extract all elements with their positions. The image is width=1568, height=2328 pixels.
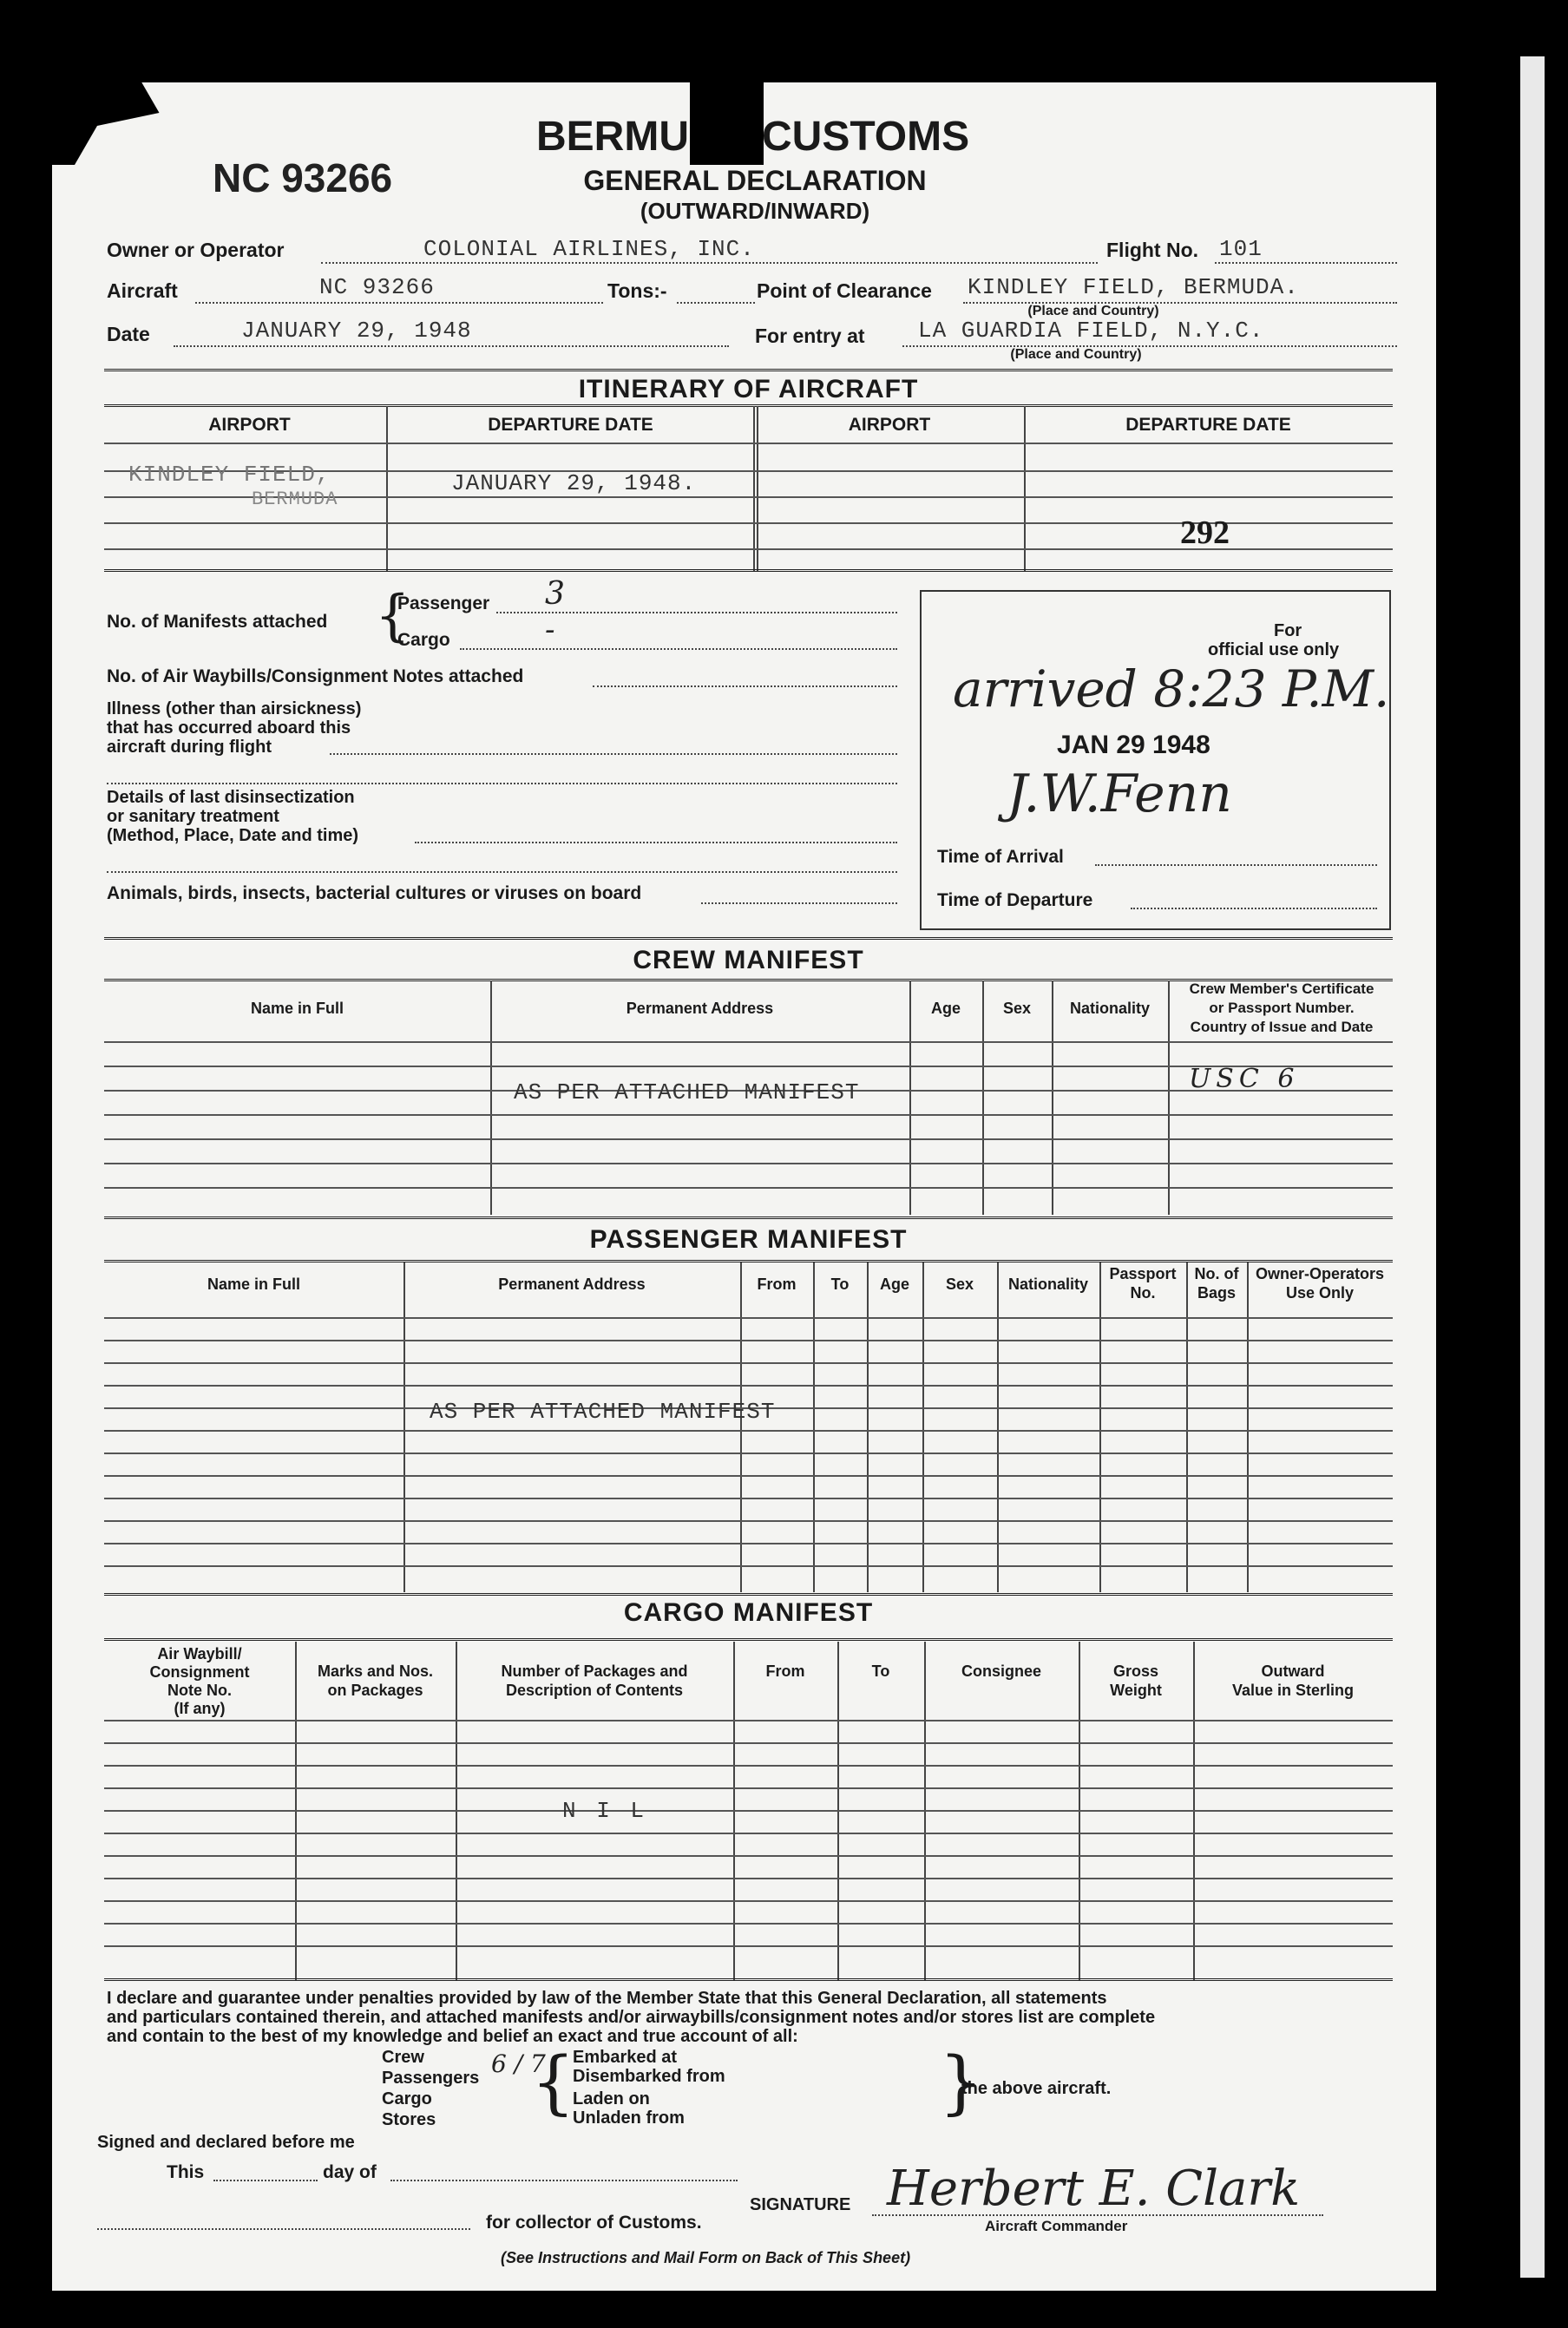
rule — [104, 1520, 1393, 1522]
decl-crew: Crew — [382, 2048, 424, 2067]
itinerary-title: ITINERARY OF AIRCRAFT — [578, 375, 919, 403]
aircraft-label: Aircraft — [107, 279, 178, 302]
itin-airport-line2: BERMUDA — [252, 489, 338, 510]
vline — [909, 980, 911, 1215]
commander-label: Aircraft Commander — [985, 2218, 1128, 2234]
cargo-col-weight-2: Weight — [1110, 1682, 1162, 1699]
cargo-col-to: To — [871, 1662, 890, 1680]
passenger-count: 3 — [545, 576, 565, 612]
rule — [104, 1878, 1393, 1879]
vline — [490, 980, 492, 1215]
crew-col-cert-1: Crew Member's Certificate — [1189, 980, 1374, 997]
crew-cert-entry: USC 6 — [1189, 1064, 1300, 1094]
signed-label: Signed and declared before me — [97, 2133, 355, 2152]
crew-col-address: Permanent Address — [626, 1000, 774, 1017]
owner-line — [321, 262, 1098, 264]
rule — [104, 1543, 1393, 1544]
cargo-col-value-1: Outward — [1261, 1662, 1325, 1680]
cargo-col-marks-2: on Packages — [327, 1682, 423, 1699]
rule — [104, 1810, 1393, 1812]
declaration-line3: and contain to the best of my knowledge and belief an exact and true account of all: — [107, 2027, 798, 2046]
pax-col-address: Permanent Address — [498, 1275, 646, 1293]
itin-col-airport-1: AIRPORT — [208, 415, 291, 435]
itin-col-date-1: DEPARTURE DATE — [488, 415, 653, 435]
passenger-label: Passenger — [397, 593, 490, 613]
cargo-count: - — [545, 613, 555, 647]
rule — [104, 1787, 1393, 1789]
rule — [104, 1923, 1393, 1925]
itin-col-airport-2: AIRPORT — [848, 415, 931, 435]
rule — [104, 1855, 1393, 1857]
crew-col-cert-2: or Passport Number. — [1209, 1000, 1355, 1016]
cargo-col-waybill-2: Consignment — [149, 1663, 250, 1681]
arrival-time-line — [1095, 864, 1377, 866]
owner-label: Owner or Operator — [107, 239, 285, 261]
date-line — [174, 345, 729, 347]
decl-above-aircraft: the above aircraft. — [961, 2079, 1112, 2098]
pax-col-bags-1: No. of — [1194, 1265, 1239, 1282]
rule — [104, 1317, 1393, 1319]
aircraft-value: NC 93266 — [319, 274, 435, 300]
title-right: CUSTOMS — [762, 114, 970, 160]
tons-line — [677, 302, 755, 304]
vline — [386, 406, 388, 571]
date-value: JANUARY 29, 1948 — [241, 318, 472, 344]
pax-col-bags-2: Bags — [1197, 1284, 1236, 1302]
rule — [104, 1260, 1393, 1262]
decl-cargo: Cargo — [382, 2089, 432, 2108]
disinsect-line1: Details of last disinsectization — [107, 788, 355, 807]
cargo-title: CARGO MANIFEST — [623, 1598, 874, 1627]
pax-col-age: Age — [879, 1275, 909, 1293]
cargo-entry: N I L — [562, 1798, 648, 1824]
rule — [104, 1978, 1393, 1981]
decl-stores: Stores — [382, 2110, 436, 2129]
brace: { — [375, 584, 410, 648]
rule — [104, 1430, 1393, 1432]
rule — [104, 1565, 1393, 1567]
vline — [757, 406, 758, 571]
pax-col-owner-1: Owner-Operators — [1255, 1265, 1385, 1282]
itin-col-date-2: DEPARTURE DATE — [1125, 415, 1291, 435]
rule — [104, 1833, 1393, 1834]
rule — [104, 1362, 1393, 1364]
rule — [104, 1945, 1393, 1947]
illness-line-2 — [107, 783, 897, 784]
brace: } — [939, 2042, 983, 2122]
pax-col-from: From — [757, 1275, 797, 1293]
flight-line — [1215, 262, 1397, 264]
rule — [104, 1453, 1393, 1454]
place-country-2: (Place and Country) — [1010, 347, 1142, 362]
decl-laden: Laden on — [573, 2089, 650, 2108]
vline — [1024, 406, 1026, 571]
arrived-handwriting: arrived 8:23 P.M. — [953, 659, 1390, 718]
sheet-edge — [1520, 56, 1545, 2278]
pax-col-nationality: Nationality — [1007, 1275, 1088, 1293]
crew-entry: AS PER ATTACHED MANIFEST — [514, 1079, 860, 1105]
arrival-time-label: Time of Arrival — [937, 847, 1064, 867]
torn-title-hole — [690, 82, 764, 165]
decl-unladen: Unladen from — [573, 2108, 685, 2128]
rule — [104, 937, 1393, 940]
rule — [104, 1765, 1393, 1767]
stamp-number: 292 — [1180, 515, 1230, 551]
disinsect-line — [415, 842, 897, 843]
rule — [104, 1163, 1393, 1164]
pax-col-name: Name in Full — [207, 1275, 300, 1293]
rule — [104, 1114, 1393, 1116]
form-subtitle: GENERAL DECLARATION — [583, 165, 927, 196]
rule — [104, 1742, 1393, 1744]
crew-col-age: Age — [930, 1000, 961, 1017]
passenger-line — [496, 612, 897, 613]
illness-line2: that has occurred aboard this — [107, 718, 351, 738]
official-use-label: official use only — [1208, 640, 1340, 659]
rule — [104, 1216, 1393, 1219]
illness-line — [330, 753, 897, 755]
owner-value: COLONIAL AIRLINES, INC. — [423, 236, 755, 262]
rule — [104, 1340, 1393, 1341]
pax-col-owner-2: Use Only — [1285, 1284, 1355, 1302]
day-of-label: day of — [323, 2162, 377, 2182]
itin-departure: JANUARY 29, 1948. — [451, 470, 697, 496]
disinsect-line-2 — [107, 871, 897, 873]
pax-col-to: To — [830, 1275, 850, 1293]
decl-disembarked: Disembarked from — [573, 2067, 725, 2086]
place-country-1: (Place and Country) — [1027, 304, 1159, 318]
rule — [104, 1498, 1393, 1499]
cargo-col-packages-1: Number of Packages and — [501, 1662, 688, 1680]
form-direction: (OUTWARD/INWARD) — [640, 198, 870, 224]
rule — [104, 1593, 1393, 1596]
rule — [104, 569, 1393, 572]
crew-col-name: Name in Full — [250, 1000, 344, 1017]
disinsect-line2: or sanitary treatment — [107, 807, 279, 826]
departure-time-label: Time of Departure — [937, 890, 1093, 910]
rule — [104, 1475, 1393, 1477]
manifests-label: No. of Manifests attached — [107, 612, 328, 632]
official-for: For — [1274, 621, 1302, 640]
vline — [753, 406, 755, 571]
crew-col-nationality: Nationality — [1069, 1000, 1150, 1017]
cargo-col-waybill-1: Air Waybill/ — [157, 1645, 242, 1662]
crew-title: CREW MANIFEST — [633, 946, 864, 974]
declaration-line2: and particulars contained therein, and attached manifests and/or airwaybills/consignment notes and/or stores list are complete — [107, 2008, 1156, 2027]
declaration-line1: I declare and guarantee under penalties provided by law of the Member State that this General Declaration, all statements — [107, 1989, 1107, 2008]
flight-label: Flight No. — [1106, 239, 1199, 261]
crew-col-sex: Sex — [1002, 1000, 1032, 1017]
entry-value: LA GUARDIA FIELD, N.Y.C. — [918, 318, 1264, 344]
title-left: BERMU — [536, 114, 689, 160]
rule — [104, 1138, 1393, 1140]
cargo-col-waybill-4: (If any) — [174, 1700, 226, 1717]
animals-line — [701, 902, 897, 904]
rule — [104, 369, 1393, 371]
cargo-col-waybill-3: Note No. — [167, 1682, 232, 1699]
clearance-value: KINDLEY FIELD, BERMUDA. — [968, 274, 1299, 300]
this-label: This — [167, 2162, 205, 2182]
decl-handwritten-counts: 6 / 7 — [491, 2049, 546, 2078]
itin-airport-line1: KINDLEY FIELD, — [128, 462, 331, 488]
cargo-label: Cargo — [397, 630, 450, 650]
official-initials: J.W.Fenn — [1007, 764, 1232, 824]
collector-line — [97, 2228, 470, 2230]
signature-value: Herbert E. Clark — [887, 2161, 1301, 2217]
cargo-col-weight-1: Gross — [1112, 1662, 1159, 1680]
pax-col-passport-1: Passport — [1109, 1265, 1177, 1282]
crew-col-cert-3: Country of Issue and Date — [1190, 1019, 1374, 1035]
decl-passengers: Passengers — [382, 2069, 480, 2088]
cargo-line — [460, 648, 897, 650]
pax-col-passport-2: No. — [1130, 1284, 1156, 1302]
rule — [104, 1187, 1393, 1189]
clearance-label: Point of Clearance — [757, 279, 932, 302]
flight-value: 101 — [1219, 236, 1263, 262]
rule — [104, 1638, 1393, 1641]
waybills-label: No. of Air Waybills/Consignment Notes attached — [107, 666, 524, 686]
entry-label: For entry at — [755, 325, 865, 347]
vline — [1168, 980, 1170, 1215]
day-line — [390, 2180, 738, 2181]
this-line — [213, 2180, 318, 2181]
vline — [1052, 980, 1053, 1215]
cargo-col-marks-1: Marks and Nos. — [317, 1662, 434, 1680]
disinsect-line3: (Method, Place, Date and time) — [107, 826, 359, 845]
pax-entry: AS PER ATTACHED MANIFEST — [430, 1399, 776, 1425]
arrival-stamp-date: JAN 29 1948 — [1057, 731, 1210, 759]
animals-label: Animals, birds, insects, bacterial cultures or viruses on board — [107, 883, 642, 903]
rule — [104, 404, 1393, 407]
rule — [104, 1385, 1393, 1387]
cargo-col-value-2: Value in Sterling — [1231, 1682, 1355, 1699]
waybills-line — [593, 685, 897, 687]
rule — [104, 443, 1393, 444]
aircraft-line — [195, 302, 603, 304]
rule — [104, 1041, 1393, 1043]
departure-time-line — [1131, 908, 1377, 909]
cargo-col-consignee: Consignee — [961, 1662, 1041, 1680]
collector-label: for collector of Customs. — [486, 2213, 702, 2233]
passenger-title: PASSENGER MANIFEST — [589, 1225, 908, 1254]
illness-line1: Illness (other than airsickness) — [107, 699, 362, 718]
footer-instructions: (See Instructions and Mail Form on Back of This Sheet) — [501, 2249, 911, 2266]
registration-handwritten: NC 93266 — [213, 155, 393, 200]
rule — [104, 1720, 1393, 1721]
brace: { — [531, 2042, 575, 2122]
rule — [104, 1900, 1393, 1902]
illness-line3: aircraft during flight — [107, 738, 272, 757]
signature-label: SIGNATURE — [750, 2195, 851, 2214]
decl-embarked: Embarked at — [573, 2048, 678, 2067]
cargo-col-from: From — [765, 1662, 805, 1680]
vline — [982, 980, 984, 1215]
cargo-col-packages-2: Description of Contents — [505, 1682, 683, 1699]
tons-label: Tons:- — [607, 279, 667, 302]
pax-col-sex: Sex — [945, 1275, 974, 1293]
date-label: Date — [107, 323, 150, 345]
